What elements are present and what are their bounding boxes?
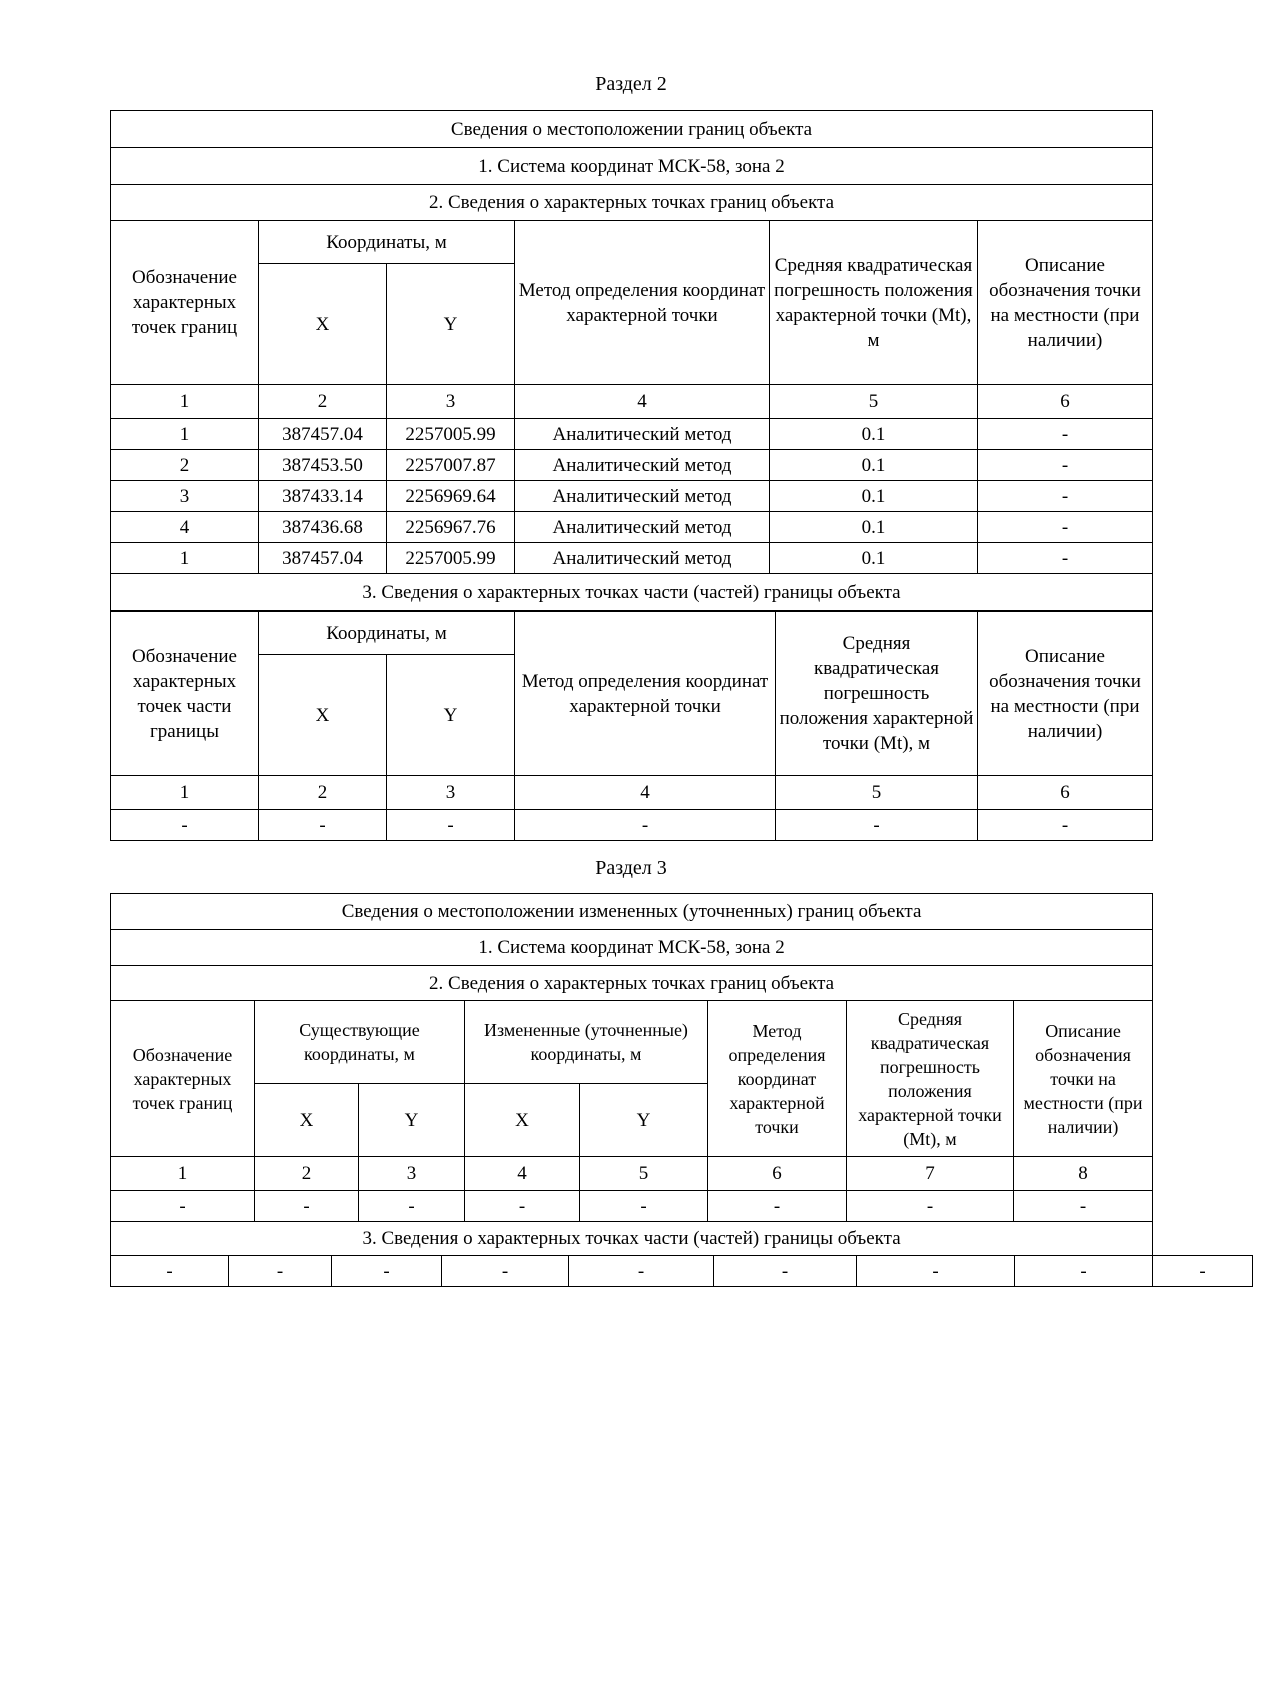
header-error: Средняя квадратическая погрешность положения характерной точки (Mt), м [770, 221, 978, 385]
section2-heading: Раздел 2 [595, 73, 667, 95]
parts-cell: - [776, 810, 978, 841]
section3-heading: Раздел 3 [595, 857, 667, 879]
s3-header-existing: Существующие координаты, м [255, 1001, 465, 1084]
point-x: 387433.14 [259, 481, 387, 512]
s3-header-changed: Измененные (уточненные) координаты, м [465, 1001, 708, 1084]
col-number: 7 [847, 1157, 1014, 1191]
s3-header-description: Описание обозначения точки на местности (при наличии) [1014, 1001, 1153, 1157]
point-error: 0.1 [770, 543, 978, 574]
point-method: Аналитический метод [515, 419, 770, 450]
section2-coord-system: 1. Система координат МСК-58, зона 2 [111, 148, 1153, 185]
s3-header-y1: Y [359, 1084, 465, 1157]
point-method: Аналитический метод [515, 543, 770, 574]
s3-header-designation: Обозначение характерных точек границ [111, 1001, 255, 1157]
point-id: 1 [111, 419, 259, 450]
section2-table [110, 110, 1153, 611]
parts-cell: - [387, 810, 515, 841]
col-number: 2 [255, 1157, 359, 1191]
col-number: 3 [387, 385, 515, 419]
parts-header-coords: Координаты, м [259, 612, 515, 655]
table-row [111, 450, 1153, 481]
point-description: - [978, 481, 1153, 512]
parts-cell: - [515, 810, 776, 841]
col-number: 6 [978, 776, 1153, 810]
s3-parts-cell: - [332, 1256, 442, 1287]
point-error: 0.1 [770, 512, 978, 543]
s3-cell: - [708, 1191, 847, 1222]
point-method: Аналитический метод [515, 481, 770, 512]
point-error: 0.1 [770, 419, 978, 450]
parts-cell: - [978, 810, 1153, 841]
table-row [111, 481, 1153, 512]
col-number: 6 [978, 385, 1153, 419]
header-description: Описание обозначения точки на местности (при наличии) [978, 221, 1153, 385]
s3-cell: - [580, 1191, 708, 1222]
parts-header-description: Описание обозначения точки на местности (при наличии) [978, 612, 1153, 776]
s3-cell: - [847, 1191, 1014, 1222]
header-designation: Обозначение характерных точек границ [111, 221, 259, 385]
header-x: X [259, 264, 387, 385]
header-method: Метод определения координат характерной точки [515, 221, 770, 385]
point-description: - [978, 512, 1153, 543]
point-y: 2257005.99 [387, 419, 515, 450]
parts-header-designation: Обозначение характерных точек части границы [111, 612, 259, 776]
col-number: 5 [580, 1157, 708, 1191]
header-coords: Координаты, м [259, 221, 515, 264]
s3-parts-cell: - [1153, 1256, 1253, 1287]
s3-cell: - [1014, 1191, 1153, 1222]
point-method: Аналитический метод [515, 450, 770, 481]
header-y: Y [387, 264, 515, 385]
point-error: 0.1 [770, 450, 978, 481]
point-description: - [978, 450, 1153, 481]
col-number: 5 [770, 385, 978, 419]
col-number: 1 [111, 1157, 255, 1191]
col-number: 4 [465, 1157, 580, 1191]
section3-points-title: 2. Сведения о характерных точках границ объекта [111, 966, 1153, 1001]
parts-header-x: X [259, 655, 387, 776]
point-error: 0.1 [770, 481, 978, 512]
point-x: 387436.68 [259, 512, 387, 543]
s3-parts-cell: - [229, 1256, 332, 1287]
section2-parts-title: 3. Сведения о характерных точках части (частей) границы объекта [111, 574, 1153, 611]
parts-header-error: Средняя квадратическая погрешность положения характерной точки (Mt), м [776, 612, 978, 776]
s3-parts-cell: - [857, 1256, 1015, 1287]
point-description: - [978, 419, 1153, 450]
table-row [111, 1191, 1153, 1222]
s3-parts-cell: - [569, 1256, 714, 1287]
col-number: 6 [708, 1157, 847, 1191]
s3-header-error: Средняя квадратическая погрешность положения характерной точки (Mt), м [847, 1001, 1014, 1157]
table-row [111, 543, 1153, 574]
col-number: 4 [515, 385, 770, 419]
parts-cell: - [111, 810, 259, 841]
col-number: 1 [111, 385, 259, 419]
table-row [111, 419, 1153, 450]
s3-parts-cell: - [714, 1256, 857, 1287]
point-y: 2256967.76 [387, 512, 515, 543]
s3-cell: - [359, 1191, 465, 1222]
table-row [111, 512, 1153, 543]
s3-header-x1: X [255, 1084, 359, 1157]
s3-parts-cell: - [111, 1256, 229, 1287]
s3-parts-cell: - [1015, 1256, 1153, 1287]
section3-parts-title: 3. Сведения о характерных точках части (частей) границы объекта [111, 1222, 1153, 1256]
section3-title: Сведения о местоположении измененных (уточненных) границ объекта [111, 894, 1153, 930]
s3-parts-cell: - [442, 1256, 569, 1287]
point-x: 387457.04 [259, 543, 387, 574]
section2-points-title: 2. Сведения о характерных точках границ объекта [111, 185, 1153, 221]
section3-parts-table [110, 1255, 1253, 1287]
parts-header-method: Метод определения координат характерной точки [515, 612, 776, 776]
point-y: 2257007.87 [387, 450, 515, 481]
parts-cell: - [259, 810, 387, 841]
point-id: 2 [111, 450, 259, 481]
s3-header-x2: X [465, 1084, 580, 1157]
point-method: Аналитический метод [515, 512, 770, 543]
s3-cell: - [255, 1191, 359, 1222]
table-row [111, 1256, 1253, 1287]
point-description: - [978, 543, 1153, 574]
point-y: 2256969.64 [387, 481, 515, 512]
parts-header-y: Y [387, 655, 515, 776]
section2-parts-table [110, 611, 1153, 841]
s3-header-y2: Y [580, 1084, 708, 1157]
s3-cell: - [111, 1191, 255, 1222]
s3-cell: - [465, 1191, 580, 1222]
point-x: 387453.50 [259, 450, 387, 481]
point-id: 1 [111, 543, 259, 574]
col-number: 2 [259, 776, 387, 810]
col-number: 5 [776, 776, 978, 810]
section3-table [110, 893, 1153, 1256]
point-x: 387457.04 [259, 419, 387, 450]
col-number: 2 [259, 385, 387, 419]
section2-title: Сведения о местоположении границ объекта [111, 111, 1153, 148]
section3-coord-system: 1. Система координат МСК-58, зона 2 [111, 930, 1153, 966]
col-number: 4 [515, 776, 776, 810]
point-id: 4 [111, 512, 259, 543]
table-row [111, 810, 1153, 841]
point-y: 2257005.99 [387, 543, 515, 574]
col-number: 1 [111, 776, 259, 810]
col-number: 3 [359, 1157, 465, 1191]
col-number: 8 [1014, 1157, 1153, 1191]
point-id: 3 [111, 481, 259, 512]
s3-header-method: Метод определения координат характерной точки [708, 1001, 847, 1157]
col-number: 3 [387, 776, 515, 810]
